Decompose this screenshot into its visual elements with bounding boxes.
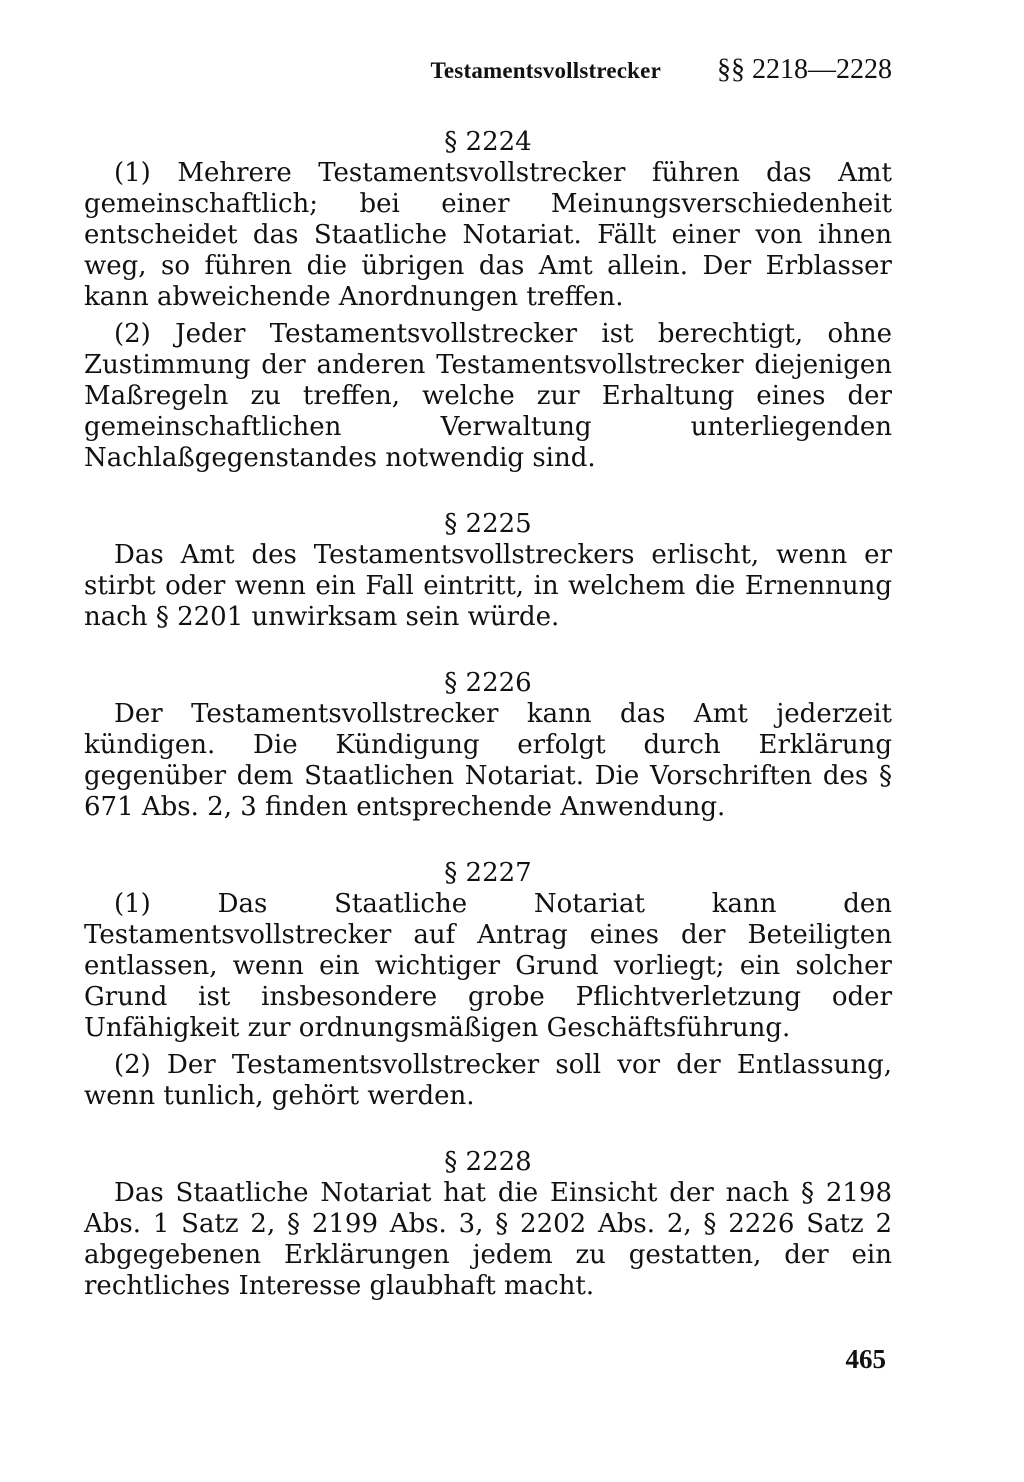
paragraph: Das Amt des Testamentsvollstreckers erlischt, wenn er stirbt oder wenn ein Fall eintritt, in welchem die Ernennung nach § 2201 unwirksam sein würde. [84,540,892,632]
paragraph: (2) Jeder Testamentsvollstrecker ist berechtigt, ohne Zustimmung der anderen Testamentsvollstrecker diejenigen Maßregeln zu treffen, welche zur Erhaltung eines der gemeinschaftlichen Verwaltung unterliegenden Nachlaßgegenstandes notwendig sind. [84,319,892,473]
section-2224 [84,126,892,474]
section-2226 [84,667,892,823]
running-header [84,54,892,94]
page-number: 465 [845,1344,886,1374]
section-2227 [84,857,892,1112]
section-heading: § 2227 [444,858,532,888]
paragraph: Der Testamentsvollstrecker kann das Amt jederzeit kündigen. Die Kündigung erfolgt durch Erklärung gegenüber dem Staatlichen Notariat. Die Vorschriften des § 671 Abs. 2, 3 finden entsprechende Anwendung. [84,699,892,822]
section-2228 [84,1146,892,1302]
book-page [84,54,892,1336]
section-range: §§ 2218—2228 [717,54,892,85]
section-heading: § 2224 [444,127,532,157]
paragraph: (1) Das Staatliche Notariat kann den Testamentsvollstrecker auf Antrag eines der Beteiligten entlassen, wenn ein wichtiger Grund vorliegt; ein solcher Grund ist insbesondere grobe Pflichtverletzung oder Unfähigkeit zur ordnungsmäßigen Geschäftsführung. [84,889,892,1043]
section-heading: § 2228 [444,1147,532,1177]
section-heading: § 2226 [444,668,532,698]
paragraph: (2) Der Testamentsvollstrecker soll vor der Entlassung, wenn tunlich, gehört werden. [84,1050,892,1111]
paragraph: Das Staatliche Notariat hat die Einsicht der nach § 2198 Abs. 1 Satz 2, § 2199 Abs. 3, § 2202 Abs. 2, § 2226 Satz 2 abgegebenen Erklärungen jedem zu gestatten, der ein rechtliches Interesse glaubhaft macht. [84,1178,892,1301]
paragraph: (1) Mehrere Testamentsvollstrecker führen das Amt gemeinschaftlich; bei einer Meinungsverschiedenheit entscheidet das Staatliche Notariat. Fällt einer von ihnen weg, so führen die übrigen das Amt allein. Der Erblasser kann abweichende Anordnungen treffen. [84,158,892,312]
running-title: Testamentsvollstrecker [430,58,661,83]
section-2225 [84,508,892,633]
section-heading: § 2225 [444,509,532,539]
